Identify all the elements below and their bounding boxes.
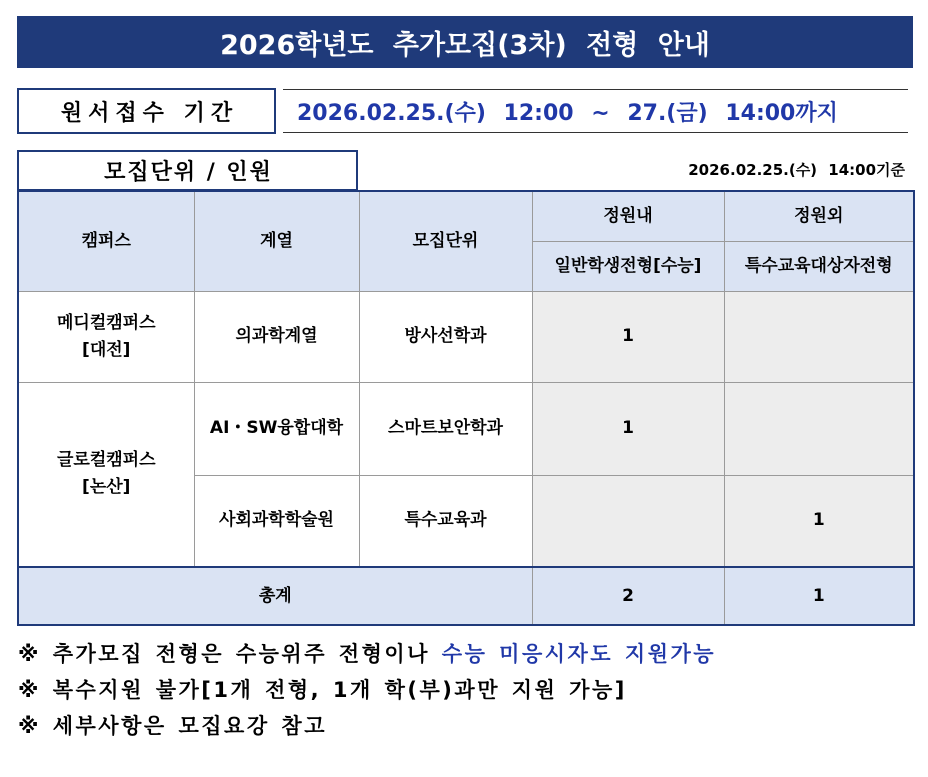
note-line (18, 636, 918, 672)
recruitment-table (17, 190, 915, 626)
application-period-label-box (17, 88, 276, 134)
application-period-bar (283, 89, 908, 133)
total-within-quota: 2 (532, 567, 724, 625)
note-highlight: 수능 미응시자도 지원가능 (441, 642, 717, 666)
note-line (18, 708, 918, 744)
campus-location: [논산] (82, 477, 131, 498)
header-within-quota: 정원내 (532, 191, 724, 241)
header-within-track: 일반학생전형[수능] (532, 241, 724, 291)
within-quota-cell: 1 (532, 291, 724, 382)
application-period-value: 2026.02.25.(수) 12:00 ~ 27.(금) 14:00까지 (297, 100, 838, 126)
title-banner (17, 16, 913, 68)
header-row (18, 191, 914, 241)
note-text: 복수지원 불가[1개 전형, 1개 학(부)과만 지원 가능] (52, 678, 627, 702)
reference-date: 2026.02.25.(수) 14:00기준 (688, 161, 905, 179)
division-cell: AI・SW융합대학 (194, 382, 359, 475)
recruitment-label-box (17, 150, 358, 191)
outside-quota-cell: 1 (724, 475, 914, 567)
header-campus: 캠퍼스 (18, 191, 194, 291)
notes (18, 636, 918, 744)
page-title: 2026학년도 추가모집(3차) 전형 안내 (220, 29, 710, 61)
campus-cell (18, 291, 194, 382)
division-cell: 의과학계열 (194, 291, 359, 382)
campus-cell (18, 382, 194, 567)
note-text: 추가모집 전형은 수능위주 전형이나 (52, 642, 430, 666)
application-period-label: 원서접수 기간 (60, 100, 239, 126)
outside-quota-cell (724, 291, 914, 382)
reference-mark: ※ (18, 714, 41, 738)
campus-name: 메디컬캠퍼스 (56, 312, 156, 333)
header-unit: 모집단위 (359, 191, 532, 291)
total-row (18, 567, 914, 625)
within-quota-cell: 1 (532, 382, 724, 475)
header-division: 계열 (194, 191, 359, 291)
table-row (18, 291, 914, 382)
within-quota-cell (532, 475, 724, 567)
reference-mark: ※ (18, 642, 41, 666)
recruitment-label: 모집단위 / 인원 (104, 160, 273, 185)
header-outside-quota: 정원외 (724, 191, 914, 241)
total-outside-quota: 1 (724, 567, 914, 625)
note-line (18, 672, 918, 708)
division-cell: 사회과학학술원 (194, 475, 359, 567)
campus-location: [대전] (82, 339, 131, 360)
table-row (18, 382, 914, 475)
header-outside-track: 특수교육대상자전형 (724, 241, 914, 291)
outside-quota-cell (724, 382, 914, 475)
unit-cell: 특수교육과 (359, 475, 532, 567)
note-text: 세부사항은 모집요강 참고 (52, 714, 328, 738)
unit-cell: 스마트보안학과 (359, 382, 532, 475)
reference-mark: ※ (18, 678, 41, 702)
total-label: 총계 (18, 567, 532, 625)
campus-name: 글로컬캠퍼스 (56, 450, 156, 471)
unit-cell: 방사선학과 (359, 291, 532, 382)
